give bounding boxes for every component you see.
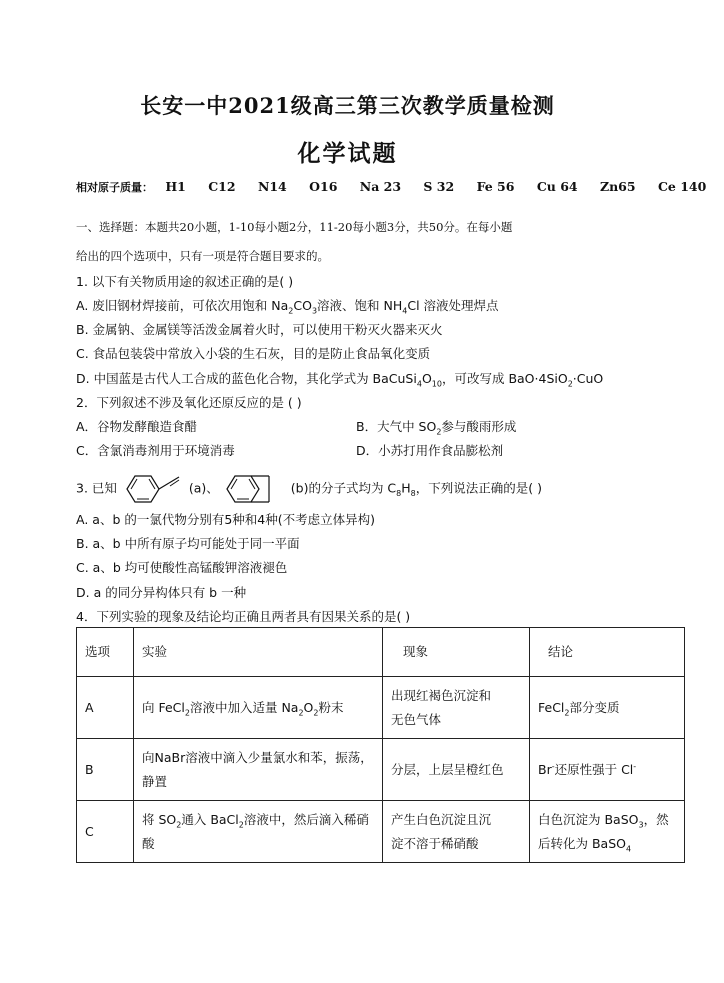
row-phenomenon: 出现红褐色沉淀和 无色气体 xyxy=(383,677,530,739)
q2-stem: 2．下列叙述不涉及氧化还原反应的是 ( ) xyxy=(76,395,302,410)
q1-option-a: A. 废旧钢材焊接前，可依次用饱和 $Na_2CO_3$溶液、饱和 $NH_4Cl$ 溶液处理焊点 xyxy=(76,298,499,316)
atomic-mass-h: H1 xyxy=(165,179,186,194)
atomic-mass-s: S 32 xyxy=(423,179,455,194)
q4-table xyxy=(76,627,685,863)
atomic-mass-fe: Fe 56 xyxy=(476,179,515,194)
row-phenomenon: 产生白色沉淀且沉 淀不溶于稀硝酸 xyxy=(383,801,530,863)
q3-option-c: C. a、b 均可使酸性高锰酸钾溶液褪色 xyxy=(76,560,288,575)
table-header-conclusion: 结论 xyxy=(530,628,685,677)
table-header-row xyxy=(77,628,685,677)
atomic-mass-ce: Ce 140 xyxy=(657,179,707,194)
atomic-mass-cu: Cu 64 xyxy=(536,179,578,194)
benzocyclobutene-structure-icon xyxy=(223,472,287,506)
row-experiment: 向 FeCl$_2$溶液中加入适量 $Na_2O_2$粉末 xyxy=(134,677,383,739)
q2-option-c: C．含氯消毒剂用于环境消毒 xyxy=(76,443,235,458)
q2-options-row2 xyxy=(76,441,503,459)
styrene-structure-icon xyxy=(121,472,185,506)
q3-option-a: A. a、b 的一氯代物分别有5种和4种(不考虑立体异构) xyxy=(76,512,376,527)
row-option: C xyxy=(77,801,134,863)
atomic-masses xyxy=(76,179,724,195)
exam-title: 长安一中2021级高三第三次教学质量检测 xyxy=(140,93,555,118)
q3-option-d: D. a 的同分异构体只有 b 一种 xyxy=(76,585,247,600)
table-row xyxy=(77,739,685,801)
row-phenomenon: 分层，上层呈橙红色 xyxy=(383,739,530,801)
q2-option-d: D．小苏打用作食品膨松剂 xyxy=(356,443,504,458)
row-option: B xyxy=(77,739,134,801)
section-intro-line1: 一、选择题：本题共20小题，1-10每小题2分，11-20每小题3分，共50分。在每小题 xyxy=(76,220,513,234)
atomic-mass-na: Na 23 xyxy=(359,179,402,194)
row-option: A xyxy=(77,677,134,739)
table-header-option: 选项 xyxy=(77,628,134,677)
section-intro-line2: 给出的四个选项中，只有一项是符合题目要求的。 xyxy=(76,249,329,263)
table-row xyxy=(77,801,685,863)
row-experiment: 向NaBr溶液中滴入少量氯水和苯，振荡， 静置 xyxy=(134,739,383,801)
q2-options-row1 xyxy=(76,417,516,435)
q1-option-d: D. 中国蓝是古代人工合成的蓝色化合物，其化学式为 $BaCuSi_4O_{10}$，可改写成 BaO·4SiO$_2$·CuO xyxy=(76,371,604,389)
table-header-phenomenon: 现象 xyxy=(383,628,530,677)
table-header-experiment: 实验 xyxy=(134,628,383,677)
row-experiment: 将 $SO_2$通入 BaCl$_2$溶液中，然后滴入稀硝 酸 xyxy=(134,801,383,863)
row-conclusion: FeCl$_2$部分变质 xyxy=(530,677,685,739)
table-row xyxy=(77,677,685,739)
q1-stem: 1. 以下有关物质用途的叙述正确的是( ) xyxy=(76,274,294,289)
q2-option-b: B．大气中 $SO_2$参与酸雨形成 xyxy=(356,419,517,437)
q3-option-b: B. a、b 中所有原子均可能处于同一平面 xyxy=(76,536,300,551)
q3-stem: 3. 已知 (a)、 (b)的分子式均为 $C_8H_8$，下列说法正确的是( ) xyxy=(76,472,542,506)
q2-option-a: A．谷物发酵酿造食醋 xyxy=(76,419,198,434)
row-conclusion: Br-还原性强于 Cl- xyxy=(530,739,685,801)
atomic-mass-label: 相对原子质量： xyxy=(76,181,153,194)
atomic-mass-o: O16 xyxy=(309,179,338,194)
row-conclusion: 白色沉淀为 BaSO$_3$，然 后转化为 BaSO$_4$ xyxy=(530,801,685,863)
q4-stem: 4．下列实验的现象及结论均正确且两者具有因果关系的是( ) xyxy=(76,609,411,624)
q1-option-c: C. 食品包装袋中常放入小袋的生石灰，目的是防止食品氧化变质 xyxy=(76,346,431,361)
atomic-mass-zn: Zn65 xyxy=(599,179,636,194)
atomic-mass-n: N14 xyxy=(257,179,287,194)
q1-option-b: B. 金属钠、金属镁等活泼金属着火时，可以使用干粉灭火器来灭火 xyxy=(76,322,443,337)
atomic-mass-c: C12 xyxy=(208,179,236,194)
exam-subtitle: 化学试题 xyxy=(297,140,398,167)
